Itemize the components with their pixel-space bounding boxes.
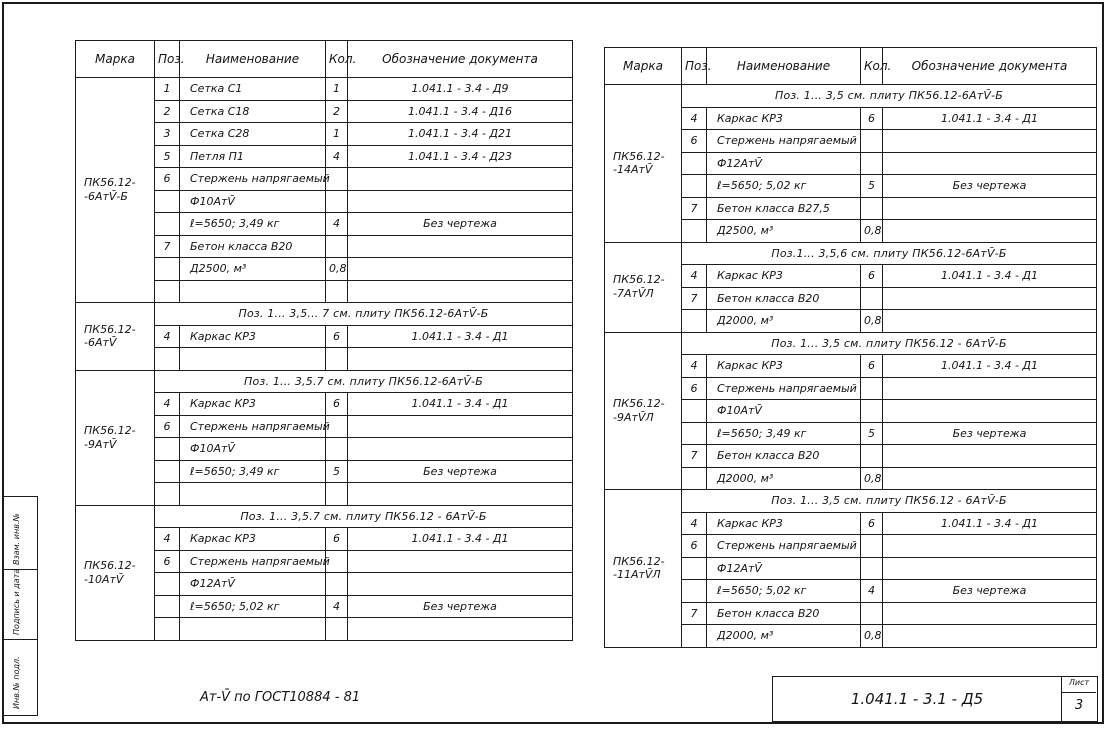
- header-poz: Поз.: [155, 41, 180, 78]
- kol-cell: 0,8: [326, 258, 348, 281]
- header-kol: Кол.: [861, 48, 883, 85]
- kol-cell: 6: [861, 107, 883, 130]
- poz-cell: [155, 483, 180, 506]
- doc-cell: Без чертежа: [883, 422, 1097, 445]
- header-name: Наименование: [180, 41, 326, 78]
- poz-cell: 6: [155, 415, 180, 438]
- doc-cell: [348, 348, 573, 371]
- section-row: [605, 332, 1097, 355]
- kol-cell: [326, 235, 348, 258]
- kol-cell: 6: [861, 355, 883, 378]
- doc-cell: 1.041.1 - 3.4 - Д1: [883, 512, 1097, 535]
- doc-cell: 1.041.1 - 3.4 - Д1: [883, 355, 1097, 378]
- kol-cell: 0,8: [861, 310, 883, 333]
- marka-cell: ПК56.12- -11АтV̄Л: [605, 490, 682, 648]
- header-doc: Обозначение документа: [348, 41, 573, 78]
- name-cell: Д2000, м³: [707, 310, 861, 333]
- doc-cell: [883, 220, 1097, 243]
- kol-cell: [861, 377, 883, 400]
- kol-cell: 6: [326, 325, 348, 348]
- poz-cell: [682, 422, 707, 445]
- kol-cell: 4: [861, 580, 883, 603]
- sheet-cell: [1061, 677, 1096, 721]
- poz-cell: 7: [155, 235, 180, 258]
- kol-cell: [861, 130, 883, 153]
- name-cell: Каркас КР3: [707, 355, 861, 378]
- poz-cell: 6: [155, 168, 180, 191]
- name-cell: [180, 618, 326, 641]
- name-cell: Д2000, м³: [707, 625, 861, 648]
- name-cell: Д2500, м³: [707, 220, 861, 243]
- doc-cell: Без чертежа: [348, 595, 573, 618]
- header-doc: Обозначение документа: [883, 48, 1097, 85]
- name-cell: Сетка С1: [180, 78, 326, 101]
- name-cell: Бетон класса В20: [707, 287, 861, 310]
- name-cell: Каркас КР3: [180, 528, 326, 551]
- poz-cell: [682, 557, 707, 580]
- marka-cell: ПК56.12- -7АтV̄Л: [605, 242, 682, 332]
- marka-cell: ПК56.12- -9АтV̄Л: [605, 332, 682, 490]
- poz-cell: 6: [682, 535, 707, 558]
- name-cell: ℓ=5650; 3,49 кг: [180, 460, 326, 483]
- doc-cell: [348, 438, 573, 461]
- poz-cell: [682, 152, 707, 175]
- kol-cell: [861, 400, 883, 423]
- name-cell: Ф10АтV̄: [707, 400, 861, 423]
- kol-cell: 0,8: [861, 625, 883, 648]
- poz-cell: [155, 573, 180, 596]
- steel-footnote: Ат-V̄ по ГОСТ10884 - 81: [200, 690, 361, 705]
- name-cell: Ф10АтV̄: [180, 438, 326, 461]
- name-cell: Д2500, м³: [180, 258, 326, 281]
- poz-cell: 4: [155, 528, 180, 551]
- poz-cell: [155, 460, 180, 483]
- doc-cell: [348, 190, 573, 213]
- doc-cell: [883, 377, 1097, 400]
- poz-cell: 4: [682, 512, 707, 535]
- name-cell: Стержень напрягаемый: [707, 377, 861, 400]
- poz-cell: 7: [682, 445, 707, 468]
- kol-cell: [326, 190, 348, 213]
- marka-cell: ПК56.12- -14АтV̄: [605, 85, 682, 243]
- poz-cell: 6: [155, 550, 180, 573]
- poz-cell: [155, 190, 180, 213]
- kol-cell: [861, 197, 883, 220]
- section-row: [605, 242, 1097, 265]
- poz-cell: 1: [155, 78, 180, 101]
- doc-cell: [348, 168, 573, 191]
- doc-cell: [883, 445, 1097, 468]
- name-cell: Сетка С18: [180, 100, 326, 123]
- name-cell: Бетон класса В27,5: [707, 197, 861, 220]
- kol-cell: [326, 348, 348, 371]
- doc-cell: Без чертежа: [883, 175, 1097, 198]
- title-block: [772, 676, 1098, 722]
- poz-cell: [155, 618, 180, 641]
- header-name: Наименование: [707, 48, 861, 85]
- poz-cell: [155, 348, 180, 371]
- kol-cell: 2: [326, 100, 348, 123]
- name-cell: [180, 280, 326, 303]
- name-cell: ℓ=5650; 3,49 кг: [180, 213, 326, 236]
- poz-cell: [682, 580, 707, 603]
- poz-cell: 7: [682, 287, 707, 310]
- name-cell: Ф12АтV̄: [707, 557, 861, 580]
- doc-cell: [348, 415, 573, 438]
- kol-cell: 5: [861, 422, 883, 445]
- kol-cell: 6: [326, 528, 348, 551]
- doc-cell: [348, 550, 573, 573]
- section-heading: Поз. 1... 3,5.7 см. плиту ПК56.12 - 6АтV̄-Б: [155, 505, 573, 528]
- kol-cell: 4: [326, 595, 348, 618]
- header-marka: Марка: [605, 48, 682, 85]
- name-cell: Бетон класса В20: [707, 445, 861, 468]
- table-row: [76, 78, 573, 101]
- doc-cell: [883, 152, 1097, 175]
- marka-cell: ПК56.12- -9АтV̄: [76, 370, 155, 505]
- doc-cell: [883, 287, 1097, 310]
- name-cell: Ф12АтV̄: [707, 152, 861, 175]
- name-cell: Каркас КР3: [707, 265, 861, 288]
- doc-cell: Без чертежа: [348, 460, 573, 483]
- doc-cell: 1.041.1 - 3.4 - Д16: [348, 100, 573, 123]
- section-heading: Поз. 1... 3,5 см. плиту ПК56.12 - 6АтV̄-Б: [682, 332, 1097, 355]
- poz-cell: [155, 258, 180, 281]
- poz-cell: [682, 175, 707, 198]
- table-header-row: [76, 41, 573, 78]
- doc-cell: [348, 573, 573, 596]
- kol-cell: [861, 287, 883, 310]
- name-cell: ℓ=5650; 5,02 кг: [180, 595, 326, 618]
- kol-cell: [326, 438, 348, 461]
- poz-cell: 4: [155, 325, 180, 348]
- kol-cell: 1: [326, 123, 348, 146]
- doc-cell: [883, 197, 1097, 220]
- poz-cell: 6: [682, 377, 707, 400]
- poz-cell: 2: [155, 100, 180, 123]
- poz-cell: [155, 595, 180, 618]
- sheet-number: 3: [1074, 698, 1084, 713]
- doc-cell: 1.041.1 - 3.4 - Д9: [348, 78, 573, 101]
- doc-cell: [348, 483, 573, 506]
- doc-cell: 1.041.1 - 3.4 - Д1: [883, 265, 1097, 288]
- poz-cell: 6: [682, 130, 707, 153]
- marka-cell: ПК56.12- -6АтV̄: [76, 303, 155, 371]
- doc-cell: [348, 618, 573, 641]
- side-stamp-field: Инв.№ подл.: [12, 656, 21, 709]
- kol-cell: 0,8: [861, 220, 883, 243]
- kol-cell: [326, 618, 348, 641]
- kol-cell: 1: [326, 78, 348, 101]
- poz-cell: [155, 280, 180, 303]
- doc-cell: [348, 235, 573, 258]
- kol-cell: [326, 280, 348, 303]
- section-heading: Поз.1... 3,5,6 см. плиту ПК56.12-6АтV̄-Б: [682, 242, 1097, 265]
- name-cell: Ф10АтV̄: [180, 190, 326, 213]
- sheet-label: Лист: [1062, 678, 1096, 693]
- poz-cell: 4: [155, 393, 180, 416]
- kol-cell: [861, 535, 883, 558]
- section-heading: Поз. 1... 3,5.7 см. плиту ПК56.12-6АтV̄-Б: [155, 370, 573, 393]
- doc-cell: [883, 400, 1097, 423]
- poz-cell: 4: [682, 265, 707, 288]
- name-cell: Бетон класса В20: [707, 602, 861, 625]
- kol-cell: 5: [861, 175, 883, 198]
- name-cell: Стержень напрягаемый: [707, 535, 861, 558]
- marka-cell: ПК56.12- -6АтV̄-Б: [76, 78, 155, 303]
- name-cell: Каркас КР3: [180, 393, 326, 416]
- table-header-row: [605, 48, 1097, 85]
- kol-cell: [861, 557, 883, 580]
- section-row: [76, 370, 573, 393]
- side-stamp-field: Взам. инв.№: [12, 513, 21, 565]
- header-kol: Кол.: [326, 41, 348, 78]
- name-cell: Каркас КР3: [180, 325, 326, 348]
- kol-cell: 6: [326, 393, 348, 416]
- doc-cell: [883, 625, 1097, 648]
- side-stamp: [2, 496, 38, 716]
- kol-cell: [861, 602, 883, 625]
- name-cell: Стержень напрягаемый: [180, 415, 326, 438]
- poz-cell: [682, 400, 707, 423]
- header-marka: Марка: [76, 41, 155, 78]
- doc-cell: [883, 130, 1097, 153]
- kol-cell: [861, 445, 883, 468]
- kol-cell: 5: [326, 460, 348, 483]
- name-cell: Д2000, м³: [707, 467, 861, 490]
- doc-cell: [883, 535, 1097, 558]
- section-row: [605, 85, 1097, 108]
- poz-cell: [682, 467, 707, 490]
- kol-cell: [326, 573, 348, 596]
- doc-cell: Без чертежа: [883, 580, 1097, 603]
- name-cell: Каркас КР3: [707, 107, 861, 130]
- doc-cell: [883, 310, 1097, 333]
- name-cell: Ф12АтV̄: [180, 573, 326, 596]
- poz-cell: 4: [682, 107, 707, 130]
- kol-cell: [326, 483, 348, 506]
- name-cell: ℓ=5650; 5,02 кг: [707, 580, 861, 603]
- doc-cell: 1.041.1 - 3.4 - Д1: [348, 528, 573, 551]
- kol-cell: 6: [861, 265, 883, 288]
- doc-cell: [883, 467, 1097, 490]
- poz-cell: [155, 213, 180, 236]
- doc-cell: [348, 280, 573, 303]
- section-row: [76, 303, 573, 326]
- kol-cell: 4: [326, 213, 348, 236]
- doc-cell: 1.041.1 - 3.4 - Д21: [348, 123, 573, 146]
- poz-cell: [682, 310, 707, 333]
- poz-cell: 7: [682, 197, 707, 220]
- doc-cell: 1.041.1 - 3.4 - Д1: [348, 393, 573, 416]
- name-cell: Стержень напрягаемый: [180, 168, 326, 191]
- poz-cell: [682, 220, 707, 243]
- poz-cell: 4: [682, 355, 707, 378]
- doc-cell: [348, 258, 573, 281]
- poz-cell: [682, 625, 707, 648]
- doc-cell: 1.041.1 - 3.4 - Д1: [348, 325, 573, 348]
- name-cell: Сетка С28: [180, 123, 326, 146]
- section-row: [76, 505, 573, 528]
- name-cell: Стержень напрягаемый: [180, 550, 326, 573]
- name-cell: [180, 483, 326, 506]
- poz-cell: 7: [682, 602, 707, 625]
- left-specification-table: [75, 40, 573, 641]
- doc-cell: 1.041.1 - 3.4 - Д1: [883, 107, 1097, 130]
- doc-cell: Без чертежа: [348, 213, 573, 236]
- marka-cell: ПК56.12- -10АтV̄: [76, 505, 155, 640]
- section-heading: Поз. 1... 3,5 см. плиту ПК56.12 - 6АтV̄-Б: [682, 490, 1097, 513]
- kol-cell: 0,8: [861, 467, 883, 490]
- poz-cell: 5: [155, 145, 180, 168]
- document-code: 1.041.1 - 3.1 - Д5: [850, 690, 984, 708]
- name-cell: ℓ=5650; 5,02 кг: [707, 175, 861, 198]
- kol-cell: 6: [861, 512, 883, 535]
- kol-cell: 4: [326, 145, 348, 168]
- name-cell: ℓ=5650; 3,49 кг: [707, 422, 861, 445]
- name-cell: [180, 348, 326, 371]
- section-heading: Поз. 1... 3,5 см. плиту ПК56.12-6АтV̄-Б: [682, 85, 1097, 108]
- doc-cell: [883, 557, 1097, 580]
- doc-cell: 1.041.1 - 3.4 - Д23: [348, 145, 573, 168]
- header-poz: Поз.: [682, 48, 707, 85]
- section-row: [605, 490, 1097, 513]
- doc-cell: [883, 602, 1097, 625]
- name-cell: Петля П1: [180, 145, 326, 168]
- right-specification-table: [604, 47, 1097, 648]
- poz-cell: 3: [155, 123, 180, 146]
- section-heading: Поз. 1... 3,5... 7 см. плиту ПК56.12-6АтV̄-Б: [155, 303, 573, 326]
- name-cell: Каркас КР3: [707, 512, 861, 535]
- poz-cell: [155, 438, 180, 461]
- side-stamp-field: Подпись и дата: [12, 568, 21, 635]
- name-cell: Стержень напрягаемый: [707, 130, 861, 153]
- name-cell: Бетон класса В20: [180, 235, 326, 258]
- kol-cell: [861, 152, 883, 175]
